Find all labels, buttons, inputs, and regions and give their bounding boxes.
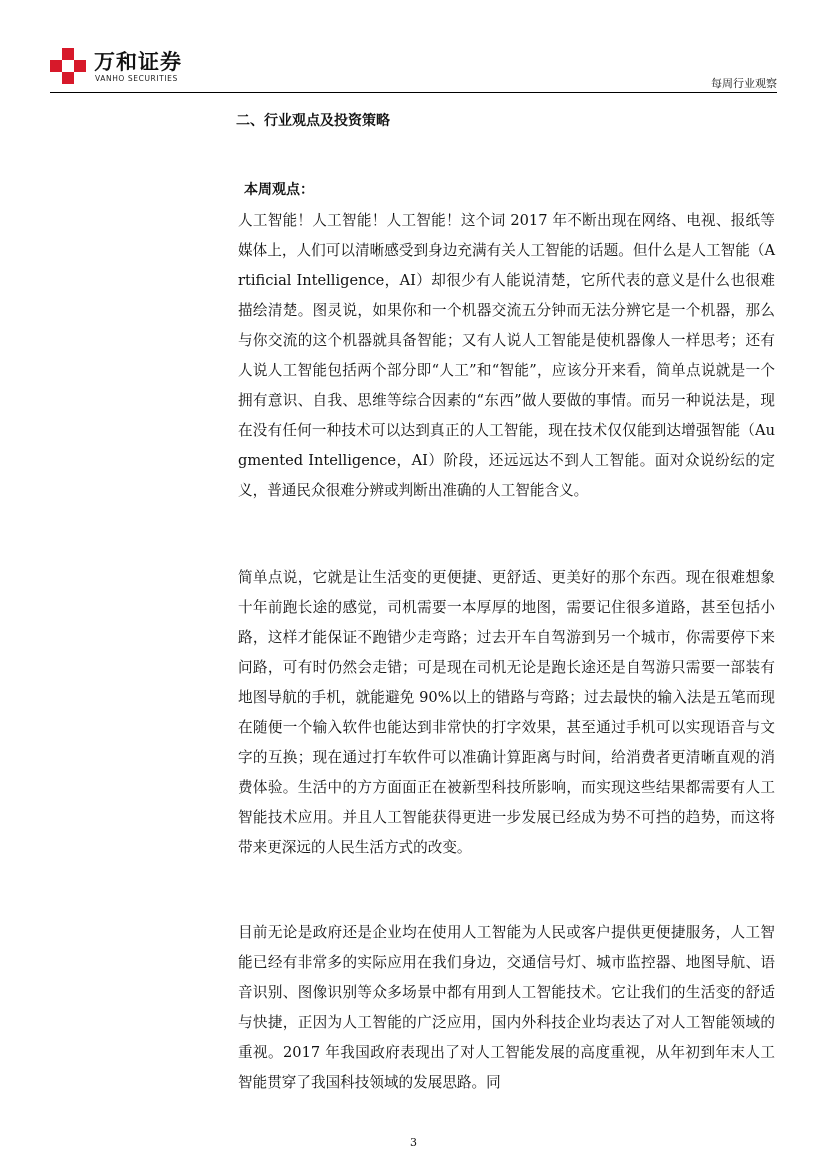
header-divider bbox=[50, 92, 777, 93]
company-logo bbox=[50, 46, 190, 86]
logo-name-cn: 万和证券 bbox=[94, 50, 182, 74]
section-subheading: 本周观点： bbox=[244, 182, 314, 198]
paragraph-2: 简单点说，它就是让生活变的更便捷、更舒适、更美好的那个东西。现在很难想象十年前跑长途的感觉，司机需要一本厚厚的地图，需要记住很多道路，甚至包括小路，这样才能保证不跑错少走弯路；过去开车自驾游到另一个城市，你需要停下来问路，可有时仍然会走错；可是现在司机无论是跑长途还是自驾游只需要一部装有地图导航的手机，就能避免 90%以上的错路与弯路；过去最快的输入法是五笔而现在随便一个输入软件也能达到非常快的打字效果，甚至通过手机可以实现语音与文字的互换；现在通过打车软件可以准确计算距离与时间，给消费者更清晰直观的消费体验。生活中的方方面面正在被新型科技所影响，而实现这些结果都需要有人工智能技术应用。并且人工智能获得更进一步发展已经成为势不可挡的趋势，而这将带来更深远的人民生活方式的改变。 bbox=[238, 569, 775, 856]
section-heading: 二、行业观点及投资策略 bbox=[236, 113, 390, 129]
logo-name-en: VANHO SECURITIES bbox=[95, 74, 178, 83]
page-number: 3 bbox=[410, 1136, 417, 1149]
vanho-logo-icon bbox=[50, 48, 86, 84]
report-title: 每周行业观察 bbox=[711, 77, 777, 90]
paragraph-1: 人工智能！人工智能！人工智能！这个词 2017 年不断出现在网络、电视、报纸等媒体上，人们可以清晰感受到身边充满有关人工智能的话题。但什么是人工智能（Artificial Intelligence，AI）却很少有人能说清楚，它所代表的意义是什么也很难描绘清楚。图灵说，如果你和一个机器交流五分钟而无法分辨它是一个机器，那么与你交流的这个机器就具备智能；又有人说人工智能是使机器像人一样思考；还有人说人工智能包括两个部分即“人工”和“智能”，应该分开来看，简单点说就是一个拥有意识、自我、思维等综合因素的“东西”做人要做的事情。而另一种说法是，现在没有任何一种技术可以达到真正的人工智能，现在技术仅仅能到达增强智能（Augmented Intelligence，AI）阶段，还远远达不到人工智能。面对众说纷纭的定义，普通民众很难分辨或判断出准确的人工智能含义。 bbox=[238, 212, 775, 499]
paragraph-3: 目前无论是政府还是企业均在使用人工智能为人民或客户提供更便捷服务，人工智能已经有非常多的实际应用在我们身边，交通信号灯、城市监控器、地图导航、语音识别、图像识别等众多场景中都有用到人工智能技术。它让我们的生活变的舒适与快捷，正因为人工智能的广泛应用，国内外科技企业均表达了对人工智能领域的重视。2017 年我国政府表现出了对人工智能发展的高度重视，从年初到年末人工智能贯穿了我国科技领域的发展思路。同 bbox=[238, 924, 775, 1091]
